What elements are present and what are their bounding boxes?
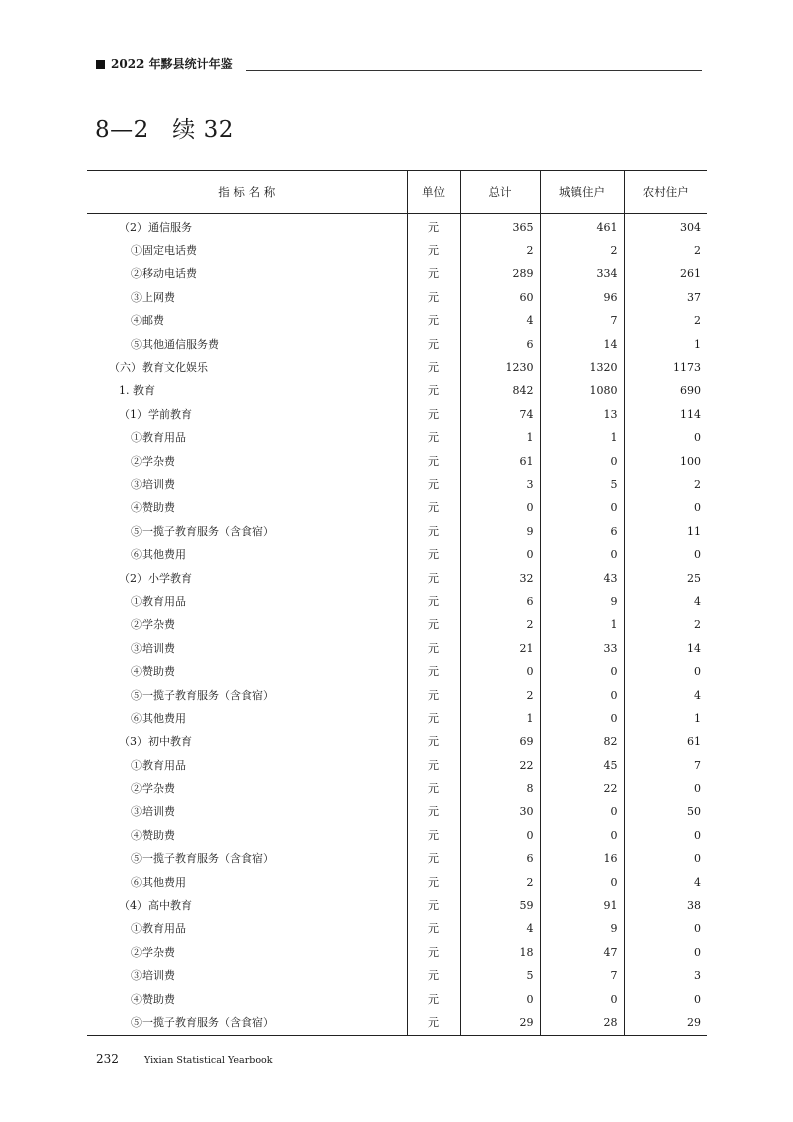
rural-cell: 4 <box>624 590 707 613</box>
indicator-name-cell: ②学杂费 <box>131 945 175 959</box>
rural-cell: 4 <box>624 871 707 894</box>
indicator-name-cell: （3）初中教育 <box>119 735 192 749</box>
unit-cell: 元 <box>407 497 460 520</box>
indicator-name-cell: ②移动电话费 <box>131 267 197 281</box>
unit-cell: 元 <box>407 1011 460 1035</box>
indicator-name-cell: ①固定电话费 <box>131 244 197 258</box>
table-row <box>87 707 707 730</box>
indicator-name-cell: 1. 教育 <box>119 384 155 398</box>
rural-cell: 1173 <box>624 356 707 379</box>
total-cell: 32 <box>460 567 540 590</box>
total-cell: 2 <box>460 871 540 894</box>
indicator-name-cell: ⑥其他费用 <box>131 548 186 562</box>
total-cell: 0 <box>460 497 540 520</box>
total-cell: 0 <box>460 824 540 847</box>
table-row <box>87 988 707 1011</box>
table-row <box>87 333 707 356</box>
urban-cell: 0 <box>540 660 624 683</box>
footer-title: Yixian Statistical Yearbook <box>144 1055 273 1066</box>
urban-cell: 45 <box>540 754 624 777</box>
urban-cell: 1080 <box>540 380 624 403</box>
unit-cell: 元 <box>407 941 460 964</box>
table-row <box>87 965 707 988</box>
rural-cell: 37 <box>624 286 707 309</box>
total-cell: 60 <box>460 286 540 309</box>
unit-cell: 元 <box>407 427 460 450</box>
rural-cell: 38 <box>624 894 707 917</box>
rural-cell: 2 <box>624 614 707 637</box>
indicator-name-cell: ①教育用品 <box>131 594 186 608</box>
total-cell: 3 <box>460 473 540 496</box>
indicator-name-cell: （1）学前教育 <box>119 407 192 421</box>
rural-cell: 0 <box>624 848 707 871</box>
indicator-name-cell: ⑥其他费用 <box>131 875 186 889</box>
rural-cell: 0 <box>624 988 707 1011</box>
table-row <box>87 310 707 333</box>
unit-cell: 元 <box>407 590 460 613</box>
table-row <box>87 824 707 847</box>
rural-cell: 14 <box>624 637 707 660</box>
table-row <box>87 286 707 309</box>
urban-cell: 0 <box>540 543 624 566</box>
rural-cell: 50 <box>624 801 707 824</box>
rural-cell: 0 <box>624 660 707 683</box>
indicator-name-cell: ④邮费 <box>131 314 164 328</box>
total-cell: 69 <box>460 731 540 754</box>
total-cell: 18 <box>460 941 540 964</box>
total-cell: 9 <box>460 520 540 543</box>
unit-cell: 元 <box>407 450 460 473</box>
indicator-name-cell: ②学杂费 <box>131 618 175 632</box>
unit-cell: 元 <box>407 894 460 917</box>
total-cell: 1 <box>460 707 540 730</box>
rural-cell: 0 <box>624 918 707 941</box>
table-row <box>87 239 707 262</box>
unit-cell: 元 <box>407 567 460 590</box>
urban-cell: 16 <box>540 848 624 871</box>
table-row <box>87 941 707 964</box>
table-row <box>87 380 707 403</box>
total-cell: 2 <box>460 239 540 262</box>
unit-cell: 元 <box>407 380 460 403</box>
table-header-row <box>87 171 707 214</box>
indicator-name-cell: ③上网费 <box>131 290 175 304</box>
urban-cell: 14 <box>540 333 624 356</box>
rural-cell: 7 <box>624 754 707 777</box>
urban-cell: 1 <box>540 614 624 637</box>
urban-cell: 28 <box>540 1011 624 1035</box>
urban-cell: 2 <box>540 239 624 262</box>
column-header-name: 指 标 名 称 <box>87 171 407 214</box>
column-header-total: 总计 <box>460 171 540 214</box>
total-cell: 6 <box>460 333 540 356</box>
unit-cell: 元 <box>407 473 460 496</box>
rural-cell: 1 <box>624 707 707 730</box>
unit-cell: 元 <box>407 239 460 262</box>
urban-cell: 1 <box>540 427 624 450</box>
unit-cell: 元 <box>407 356 460 379</box>
unit-cell: 元 <box>407 848 460 871</box>
table-row <box>87 918 707 941</box>
page-footer <box>96 1048 273 1064</box>
table-row <box>87 497 707 520</box>
unit-cell: 元 <box>407 801 460 824</box>
total-cell: 1230 <box>460 356 540 379</box>
indicator-name-cell: ③培训费 <box>131 477 175 491</box>
unit-cell: 元 <box>407 871 460 894</box>
table-row <box>87 543 707 566</box>
table-row <box>87 520 707 543</box>
table-row <box>87 637 707 660</box>
indicator-name-cell: ⑤一揽子教育服务（含食宿） <box>131 852 274 866</box>
table-row <box>87 450 707 473</box>
urban-cell: 9 <box>540 918 624 941</box>
table-row <box>87 614 707 637</box>
unit-cell: 元 <box>407 965 460 988</box>
rural-cell: 29 <box>624 1011 707 1035</box>
total-cell: 289 <box>460 263 540 286</box>
rural-cell: 0 <box>624 824 707 847</box>
total-cell: 4 <box>460 310 540 333</box>
urban-cell: 7 <box>540 965 624 988</box>
total-cell: 1 <box>460 427 540 450</box>
total-cell: 842 <box>460 380 540 403</box>
urban-cell: 0 <box>540 801 624 824</box>
rural-cell: 0 <box>624 543 707 566</box>
unit-cell: 元 <box>407 754 460 777</box>
indicator-name-cell: （2）小学教育 <box>119 571 192 585</box>
unit-cell: 元 <box>407 824 460 847</box>
header-rule <box>246 70 702 71</box>
urban-cell: 461 <box>540 214 624 240</box>
table-row <box>87 263 707 286</box>
table-row <box>87 356 707 379</box>
column-header-urban: 城镇住户 <box>540 171 624 214</box>
total-cell: 0 <box>460 660 540 683</box>
urban-cell: 91 <box>540 894 624 917</box>
rural-cell: 0 <box>624 497 707 520</box>
table-row <box>87 684 707 707</box>
rural-cell: 11 <box>624 520 707 543</box>
urban-cell: 5 <box>540 473 624 496</box>
unit-cell: 元 <box>407 214 460 240</box>
total-cell: 29 <box>460 1011 540 1035</box>
urban-cell: 9 <box>540 590 624 613</box>
table-row <box>87 777 707 800</box>
table-row <box>87 871 707 894</box>
unit-cell: 元 <box>407 918 460 941</box>
urban-cell: 22 <box>540 777 624 800</box>
total-cell: 6 <box>460 590 540 613</box>
total-cell: 61 <box>460 450 540 473</box>
running-header <box>96 56 702 76</box>
table-row <box>87 427 707 450</box>
urban-cell: 334 <box>540 263 624 286</box>
unit-cell: 元 <box>407 520 460 543</box>
table-row <box>87 403 707 426</box>
rural-cell: 2 <box>624 473 707 496</box>
indicator-name-cell: ⑤一揽子教育服务（含食宿） <box>131 524 274 538</box>
total-cell: 59 <box>460 894 540 917</box>
total-cell: 8 <box>460 777 540 800</box>
page-number: 232 <box>96 1052 119 1066</box>
total-cell: 2 <box>460 684 540 707</box>
statistics-table <box>87 170 707 1036</box>
table-row <box>87 801 707 824</box>
total-cell: 6 <box>460 848 540 871</box>
urban-cell: 0 <box>540 450 624 473</box>
indicator-name-cell: ③培训费 <box>131 969 175 983</box>
indicator-name-cell: ③培训费 <box>131 641 175 655</box>
unit-cell: 元 <box>407 684 460 707</box>
rural-cell: 3 <box>624 965 707 988</box>
urban-cell: 1320 <box>540 356 624 379</box>
indicator-name-cell: （4）高中教育 <box>119 899 192 913</box>
table-row <box>87 214 707 240</box>
unit-cell: 元 <box>407 310 460 333</box>
urban-cell: 0 <box>540 684 624 707</box>
unit-cell: 元 <box>407 988 460 1011</box>
rural-cell: 0 <box>624 427 707 450</box>
table-body <box>87 214 707 1036</box>
yearbook-title: 2022 年黟县统计年鉴 <box>111 57 233 71</box>
rural-cell: 100 <box>624 450 707 473</box>
table-row <box>87 590 707 613</box>
column-header-rural: 农村住户 <box>624 171 707 214</box>
urban-cell: 96 <box>540 286 624 309</box>
rural-cell: 0 <box>624 941 707 964</box>
unit-cell: 元 <box>407 333 460 356</box>
total-cell: 0 <box>460 543 540 566</box>
urban-cell: 6 <box>540 520 624 543</box>
urban-cell: 0 <box>540 824 624 847</box>
unit-cell: 元 <box>407 614 460 637</box>
table-row <box>87 473 707 496</box>
unit-cell: 元 <box>407 543 460 566</box>
indicator-name-cell: ⑤一揽子教育服务（含食宿） <box>131 688 274 702</box>
square-bullet-icon <box>96 60 105 69</box>
indicator-name-cell: ③培训费 <box>131 805 175 819</box>
rural-cell: 4 <box>624 684 707 707</box>
indicator-name-cell: ②学杂费 <box>131 782 175 796</box>
unit-cell: 元 <box>407 403 460 426</box>
rural-cell: 61 <box>624 731 707 754</box>
indicator-name-cell: （2）通信服务 <box>119 220 192 234</box>
total-cell: 30 <box>460 801 540 824</box>
total-cell: 21 <box>460 637 540 660</box>
rural-cell: 1 <box>624 333 707 356</box>
indicator-name-cell: ②学杂费 <box>131 454 175 468</box>
urban-cell: 7 <box>540 310 624 333</box>
urban-cell: 13 <box>540 403 624 426</box>
table-row <box>87 1011 707 1035</box>
urban-cell: 33 <box>540 637 624 660</box>
table-row <box>87 567 707 590</box>
table-row <box>87 660 707 683</box>
indicator-name-cell: ④赞助费 <box>131 665 175 679</box>
urban-cell: 0 <box>540 707 624 730</box>
total-cell: 365 <box>460 214 540 240</box>
total-cell: 2 <box>460 614 540 637</box>
rural-cell: 304 <box>624 214 707 240</box>
indicator-name-cell: ①教育用品 <box>131 758 186 772</box>
indicator-name-cell: ④赞助费 <box>131 501 175 515</box>
unit-cell: 元 <box>407 286 460 309</box>
table-row <box>87 731 707 754</box>
indicator-name-cell: ⑥其他费用 <box>131 711 186 725</box>
table-row <box>87 894 707 917</box>
urban-cell: 47 <box>540 941 624 964</box>
rural-cell: 25 <box>624 567 707 590</box>
indicator-name-cell: ①教育用品 <box>131 922 186 936</box>
indicator-name-cell: （六）教育文化娱乐 <box>109 361 208 375</box>
total-cell: 5 <box>460 965 540 988</box>
unit-cell: 元 <box>407 777 460 800</box>
unit-cell: 元 <box>407 263 460 286</box>
indicator-name-cell: ⑤其他通信服务费 <box>131 337 219 351</box>
rural-cell: 0 <box>624 777 707 800</box>
urban-cell: 0 <box>540 497 624 520</box>
unit-cell: 元 <box>407 660 460 683</box>
total-cell: 0 <box>460 988 540 1011</box>
unit-cell: 元 <box>407 637 460 660</box>
rural-cell: 2 <box>624 239 707 262</box>
rural-cell: 261 <box>624 263 707 286</box>
column-header-unit: 单位 <box>407 171 460 214</box>
unit-cell: 元 <box>407 707 460 730</box>
table-title: 8—2 续 32 <box>95 117 234 143</box>
indicator-name-cell: ①教育用品 <box>131 431 186 445</box>
unit-cell: 元 <box>407 731 460 754</box>
urban-cell: 0 <box>540 988 624 1011</box>
indicator-name-cell: ④赞助费 <box>131 828 175 842</box>
total-cell: 22 <box>460 754 540 777</box>
rural-cell: 2 <box>624 310 707 333</box>
rural-cell: 690 <box>624 380 707 403</box>
rural-cell: 114 <box>624 403 707 426</box>
table-row <box>87 754 707 777</box>
table-row <box>87 848 707 871</box>
urban-cell: 43 <box>540 567 624 590</box>
total-cell: 4 <box>460 918 540 941</box>
urban-cell: 82 <box>540 731 624 754</box>
indicator-name-cell: ⑤一揽子教育服务（含食宿） <box>131 1015 274 1029</box>
indicator-name-cell: ④赞助费 <box>131 992 175 1006</box>
urban-cell: 0 <box>540 871 624 894</box>
total-cell: 74 <box>460 403 540 426</box>
